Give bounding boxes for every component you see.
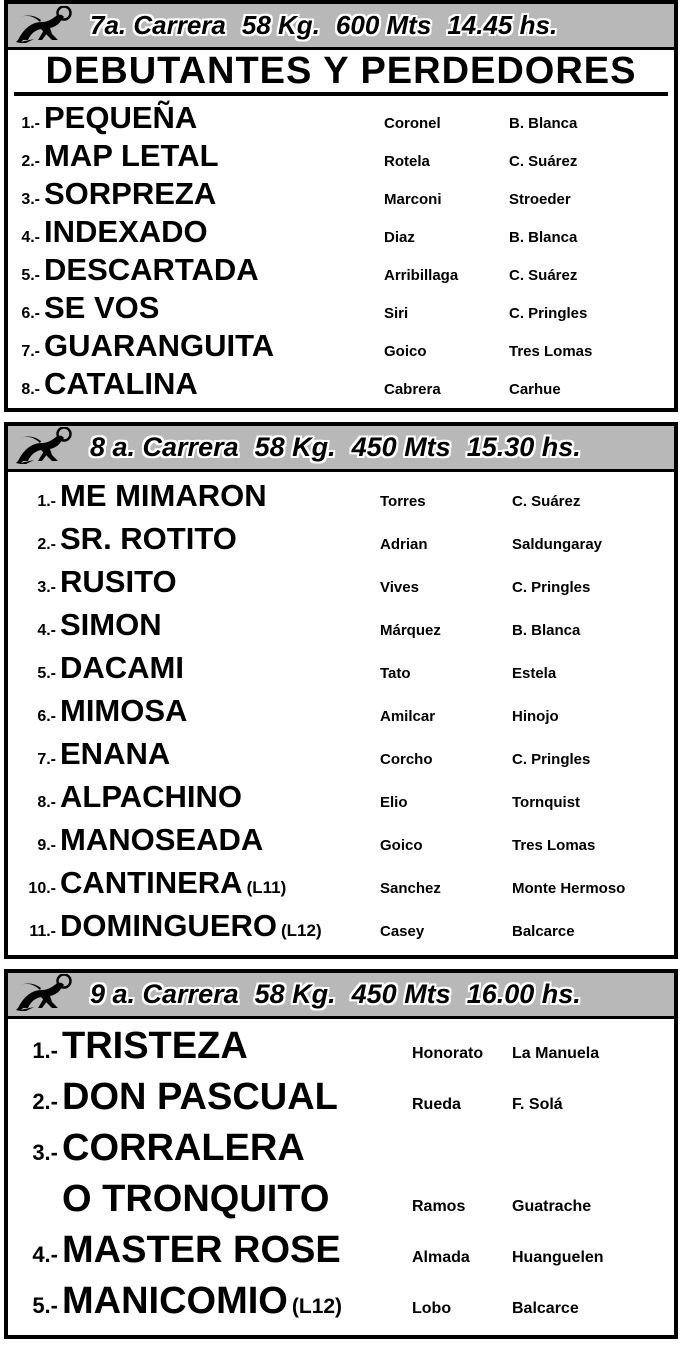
race-block-8: [4, 422, 678, 959]
entry-jockey: Tato: [380, 664, 411, 682]
race-header-9: [8, 973, 674, 1019]
entry-town: La Manuela: [512, 1044, 600, 1062]
race-block-9: [4, 969, 678, 1339]
race-header-8: [8, 426, 674, 472]
entry-jockey: Coronel: [384, 114, 441, 132]
entry-horse-label: (L12): [291, 1294, 343, 1318]
entry-horse: DESCARTADA: [44, 251, 259, 287]
entry-jockey: Honorato: [412, 1044, 484, 1062]
race-distance-7: 600 Mts: [335, 10, 432, 40]
entry-horse: MAP LETAL: [44, 137, 219, 173]
entry-town: Balcarce: [512, 1299, 579, 1317]
jockey-horse-icon: [14, 974, 88, 1014]
race-weight-7: 58 Kg.: [241, 10, 320, 40]
race-weight-8: 58 Kg.: [254, 431, 336, 462]
entry-town: B. Blanca: [512, 621, 581, 639]
entry-horse-label: (L12): [281, 920, 322, 940]
race-number-9: 9 a. Carrera: [90, 978, 239, 1009]
entry-jockey: Amilcar: [380, 707, 436, 725]
entry-town: Monte Hermoso: [512, 879, 626, 897]
entry-row: [8, 328, 674, 366]
entry-row: [8, 252, 674, 290]
entry-number: 1.-: [21, 114, 40, 132]
race-number-8: 8 a. Carrera: [90, 431, 239, 462]
entry-row: [8, 1229, 674, 1280]
entry-row: [8, 478, 674, 521]
entry-row: [8, 1280, 674, 1331]
entry-horse: TRISTEZA: [62, 1024, 248, 1067]
entry-town: C. Pringles: [512, 750, 591, 768]
entry-horse: PEQUEÑA: [44, 99, 198, 135]
entry-number: 3.-: [21, 190, 40, 208]
entry-jockey: Cabrera: [384, 380, 441, 398]
entry-row: [8, 779, 674, 822]
entry-row: [8, 607, 674, 650]
race-header-7: [8, 4, 674, 50]
entry-horse-name: MANICOMIO: [62, 1279, 288, 1322]
entry-row: [8, 1076, 674, 1127]
entry-number: 8.-: [37, 793, 56, 811]
race-time-7: 14.45 hs.: [447, 10, 558, 40]
entry-row: [8, 908, 674, 951]
entry-jockey: Márquez: [380, 621, 441, 639]
entry-town: Huanguelen: [512, 1248, 604, 1266]
entry-horse: MANOSEADA: [60, 821, 264, 857]
race-number-7: 7a. Carrera: [90, 10, 226, 40]
entry-row: [8, 693, 674, 736]
entry-row: [8, 176, 674, 214]
entry-horse: [60, 908, 380, 944]
entry-number: 5.-: [21, 266, 40, 284]
entry-jockey: Siri: [384, 304, 409, 322]
entry-number: 1.-: [37, 492, 56, 510]
entry-horse: MASTER ROSE: [62, 1228, 341, 1271]
race-header-title-7: [90, 10, 557, 41]
race-time-8: 15.30 hs.: [466, 431, 581, 462]
entry-town: B. Blanca: [509, 228, 578, 246]
entry-town: Tres Lomas: [512, 836, 596, 854]
entry-town: F. Solá: [512, 1095, 563, 1113]
entry-horse: DACAMI: [60, 649, 184, 685]
entries-list-9: [8, 1023, 674, 1335]
entry-horse: INDEXADO: [44, 213, 208, 249]
entry-jockey: Elio: [380, 793, 408, 811]
entry-horse: DON PASCUAL: [62, 1075, 338, 1118]
entry-horse: ENANA: [60, 735, 171, 771]
entry-number: 6.-: [37, 707, 56, 725]
entry-row: [8, 214, 674, 252]
entry-jockey: Marconi: [384, 190, 442, 208]
race-block-7: [4, 0, 678, 412]
entry-row: [8, 650, 674, 693]
entry-horse-label: (L11): [246, 877, 287, 897]
entry-row: [8, 100, 674, 138]
entry-number: 5.-: [32, 1292, 58, 1318]
entry-jockey: Casey: [380, 922, 425, 940]
jockey-horse-icon: [14, 6, 88, 46]
entry-row: [8, 290, 674, 328]
entry-number: 8.-: [21, 380, 40, 398]
entries-list-7: [8, 98, 674, 408]
entry-number: 3.-: [37, 578, 56, 596]
entry-jockey: Vives: [380, 578, 419, 596]
entry-number: 4.-: [32, 1241, 58, 1267]
entry-number: 4.-: [21, 228, 40, 246]
entry-number: 11.-: [29, 922, 56, 940]
entry-town: Estela: [512, 664, 557, 682]
entry-horse: SIMON: [60, 606, 162, 642]
entry-town: Saldungaray: [512, 535, 603, 553]
entry-horse: [62, 1280, 412, 1323]
entry-number: 3.-: [32, 1139, 58, 1165]
entry-town: C. Suárez: [512, 492, 581, 510]
entry-town: C. Pringles: [512, 578, 591, 596]
entry-number: 2.-: [21, 152, 40, 170]
entry-horse: [60, 865, 380, 901]
entry-horse: ALPACHINO: [60, 778, 242, 814]
entry-jockey: Rotela: [384, 152, 430, 170]
entry-jockey: Goico: [384, 342, 427, 360]
entry-horse: O TRONQUITO: [62, 1177, 330, 1220]
entry-row: [8, 138, 674, 176]
entry-town: Carhue: [509, 380, 561, 398]
entry-town: C. Suárez: [509, 152, 578, 170]
entry-horse-name: CANTINERA: [60, 864, 243, 900]
entry-jockey: Sanchez: [380, 879, 441, 897]
entry-row: [8, 521, 674, 564]
entry-town: Stroeder: [509, 190, 571, 208]
entry-number: 1.-: [32, 1037, 58, 1063]
entry-horse: MIMOSA: [60, 692, 188, 728]
entries-list-8: [8, 476, 674, 955]
entry-horse: GUARANGUITA: [44, 327, 275, 363]
entry-horse: CATALINA: [44, 365, 198, 401]
entry-jockey: Goico: [380, 836, 423, 854]
entry-town: Tres Lomas: [509, 342, 593, 360]
entry-row: [8, 865, 674, 908]
entry-horse: ME MIMARON: [60, 477, 267, 513]
section-banner-debutantes: DEBUTANTES Y PERDEDORES: [14, 50, 668, 96]
entry-jockey: Diaz: [384, 228, 415, 246]
entry-town: Guatrache: [512, 1197, 592, 1215]
entry-number: 7.-: [21, 342, 40, 360]
entry-jockey: Lobo: [412, 1299, 452, 1317]
entry-town: Tornquist: [512, 793, 581, 811]
entry-number: 9.-: [37, 836, 56, 854]
entry-horse: SORPREZA: [44, 175, 217, 211]
entry-jockey: Rueda: [412, 1095, 461, 1113]
entry-town: Hinojo: [512, 707, 559, 725]
entry-number: 4.-: [37, 621, 56, 639]
entry-number: 2.-: [32, 1088, 58, 1114]
entry-jockey: Ramos: [412, 1197, 466, 1215]
entry-town: Balcarce: [512, 922, 575, 940]
race-header-title-9: [90, 979, 581, 1010]
entry-town: C. Pringles: [509, 304, 588, 322]
entry-row: [8, 564, 674, 607]
entry-row-continuation: [8, 1178, 674, 1229]
entry-horse: SE VOS: [44, 289, 160, 325]
race-header-title-8: [90, 432, 581, 463]
entry-row: [8, 1025, 674, 1076]
entry-row: [8, 736, 674, 779]
entry-number: 5.-: [37, 664, 56, 682]
entry-jockey: Corcho: [380, 750, 433, 768]
entry-row: [8, 822, 674, 865]
entry-number: 7.-: [37, 750, 56, 768]
entry-jockey: Almada: [412, 1248, 470, 1266]
race-distance-9: 450 Mts: [351, 978, 451, 1009]
entry-horse: CORRALERA: [62, 1126, 305, 1169]
entry-number: 10.-: [28, 879, 56, 897]
jockey-horse-icon: [14, 427, 88, 467]
race-time-9: 16.00 hs.: [466, 978, 581, 1009]
race-distance-8: 450 Mts: [351, 431, 451, 462]
entry-town: B. Blanca: [509, 114, 578, 132]
entry-number: 2.-: [37, 535, 56, 553]
entry-number: 6.-: [21, 304, 40, 322]
race-weight-9: 58 Kg.: [254, 978, 336, 1009]
entry-jockey: Arribillaga: [384, 266, 459, 284]
entry-horse-name: DOMINGUERO: [60, 907, 277, 943]
entry-horse: SR. ROTITO: [60, 520, 237, 556]
entry-row: [8, 1127, 674, 1178]
entry-town: C. Suárez: [509, 266, 578, 284]
entry-jockey: Adrian: [380, 535, 428, 553]
entry-jockey: Torres: [380, 492, 426, 510]
entry-horse: RUSITO: [60, 563, 177, 599]
entry-row: [8, 366, 674, 404]
